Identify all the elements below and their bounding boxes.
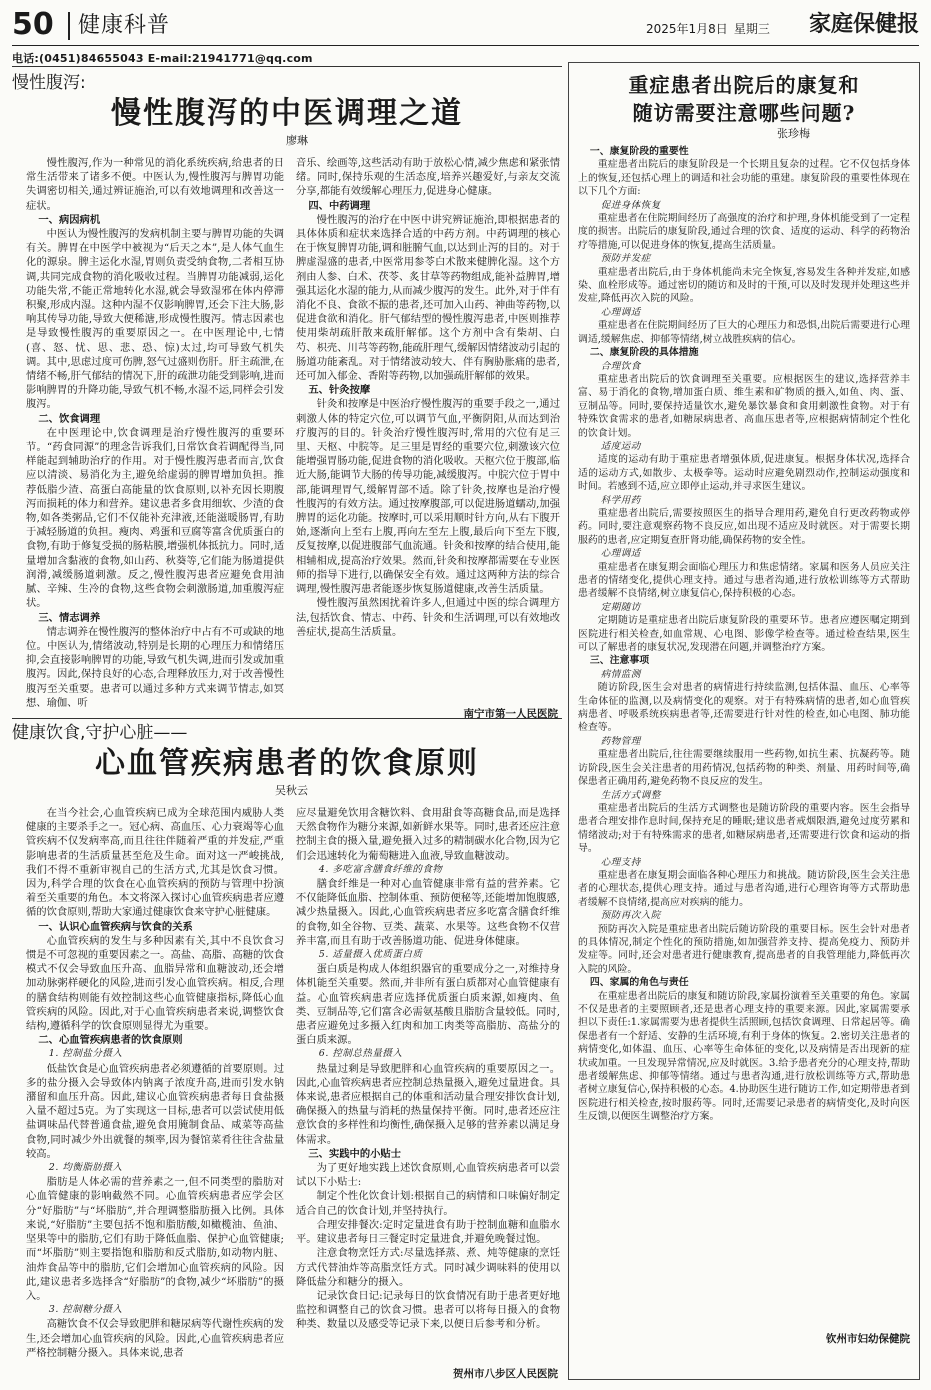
section-heading: 二、康复阶段的具体措施 — [589, 347, 699, 359]
article-author: 廖琳 — [286, 134, 308, 147]
paragraph: 膳食纤维是一种对心血管健康非常有益的营养素。它不仅能降低血脂、控制体重、预防便秘等,还能增加饱腹感,减少热量摄入。因此,心血管疾病患者应多吃富含膳食纤维的食物,如全谷物、豆类、蔬菜、水果等。这些食物不仅营养丰富,而且有助于改善肠道功能、促进身体健康。 — [296, 878, 560, 947]
paragraph: 预防再次入院是重症患者出院后随访阶段的重要目标。医生会针对患者的具体情况,制定个性化的预防措施,如加强营养支持、提高免疫力、预防并发症等。同时,还会对患者进行健康教育,提高患者的自我管理能力,降低再次入院的风险。 — [578, 923, 910, 975]
section-heading: 三、注意事项 — [589, 655, 650, 667]
subsection-heading: 心理调适 — [600, 548, 641, 560]
subsection-heading: 预防再次入院 — [600, 910, 661, 922]
article-columns — [12, 156, 562, 718]
article-author: 张珍梅 — [777, 127, 810, 140]
contact-line — [12, 50, 317, 66]
paragraph: 脂肪是人体必需的营养素之一,但不同类型的脂肪对心血管健康的影响截然不同。心血管疾病患者应学会区分“好脂肪”与“坏脂肪”,并合理调整脂肪摄入比例。具体来说,“好脂肪”主要包括不饱和脂肪酸,如橄榄油、鱼油、坚果等中的脂肪,它们有助于降低血脂、保护心血管健康;而“坏脂肪”则主要指饱和脂肪和反式脂肪,如动物内脏、油炸食品等中的脂肪,它们会增加心血管疾病的风险。因此,建议患者多选择含“好脂肪”的食物,减少“坏脂肪”的摄入。 — [26, 1176, 284, 1302]
paragraph: 重症患者出院后的饮食调理至关重要。应根据医生的建议,选择营养丰富、易于消化的食物,增加蛋白质、维生素和矿物质的摄入,如鱼、肉、蛋、豆制品等。同时,要保持适量饮水,避免暴饮暴食和食用刺激性食物。对于有特殊饮食需求的患者,如糖尿病患者、高血压患者等,应根据病情制定个性化的饮食计划。 — [578, 373, 910, 439]
paragraph: 随访阶段,医生会对患者的病情进行持续监测,包括体温、血压、心率等生命体征的监测,以及病情变化的观察。对于有特殊病情的患者,如心血管疾病患者、呼吸系统疾病患者等,还需要进行针对性的检查,如心电图、肺功能检查等。 — [578, 682, 910, 734]
subsection-heading: 科学用药 — [600, 494, 641, 506]
paragraph: 重症患者出院后,需要按照医生的指导合理用药,避免自行更改药物或停药。同时,要注意观察药物不良反应,如出现不适应及时就医。对于需要长期服药的患者,应定期复查肝肾功能,确保药物的安全性。 — [578, 507, 910, 546]
paragraph: 热量过剩是导致肥胖和心血管疾病的重要原因之一。因此,心血管疾病患者应控制总热量摄入,避免过量进食。具体来说,患者应根据自己的体重和活动量合理安排饮食计划,确保摄入的热量与消耗的热量保持平衡。同时,患者还应注意饮食的多样性和均衡性,确保摄入足够的营养素以满足身体需求。 — [296, 1062, 560, 1146]
paragraph: 心血管疾病的发生与多种因素有关,其中不良饮食习惯是不可忽视的重要因素之一。高盐、高脂、高糖的饮食模式不仅会导致血压升高、血脂异常和血糖波动,还会增加动脉粥样硬化的风险,进而引发心血管疾病。相反,合理的膳食结构则能有效控制这些心血管健康指标,降低心血管疾病的风险。因此,对于心血管疾病患者来说,调整饮食结构,遵循科学的饮食原则显得尤为重要。 — [26, 934, 284, 1033]
subsection-heading: 心理调适 — [600, 306, 641, 318]
subsection-heading: 药物管理 — [600, 735, 641, 747]
article-icu-rehab — [568, 62, 920, 1380]
paragraph: 重症患者在康复期会面临各种心理压力和挑战。随访阶段,医生会关注患者的心理状态,提供心理支持。通过与患者沟通,进行心理咨询等方式帮助患者缓解不良情绪,提高应对疾病的能力。 — [578, 869, 910, 908]
subsection-heading: 1. 控制盐分摄入 — [48, 1048, 123, 1060]
paragraph: 重症患者出院后,往往需要继续服用一些药物,如抗生素、抗凝药等。随访阶段,医生会关注患者的用药情况,包括药物的种类、剂量、用药时间等,确保患者正确用药,避免药物不良反应的发生。 — [578, 749, 910, 788]
subsection-heading: 适度运动 — [600, 440, 641, 452]
contact-phone: 电话:(0451)84655043 — [12, 52, 144, 65]
subsection-heading: 合理饮食 — [600, 360, 641, 372]
paragraph: 重症患者在康复期会面临心理压力和焦虑情绪。家属和医务人员应关注患者的情绪变化,提供心理支持。通过与患者沟通,进行放松训练等方式帮助患者缓解不良情绪,树立康复信心,保持积极的心态。 — [578, 561, 910, 600]
section-heading: 四、中药调理 — [308, 199, 371, 212]
paragraph: 重症患者在住院期间经历了高强度的治疗和护理,身体机能受到了一定程度的损害。出院后的康复阶段,通过合理的饮食、适度的运动、科学的药物治疗等措施,可以促进身体的恢复,提高生活质量。 — [578, 213, 910, 251]
paragraph: 蛋白质是构成人体组织器官的重要成分之一,对维持身体机能至关重要。然而,并非所有蛋白质都对心血管健康有益。心血管疾病患者应选择优质蛋白质来源,如瘦肉、鱼类、豆制品等,它们富含必需氨基酸且脂肪含量较低。同时,患者应避免过多摄入红肉和加工肉类等高脂肪、高盐分的蛋白质来源。 — [296, 963, 560, 1047]
paragraph: 重症患者在住院期间经历了巨大的心理压力和恐惧,出院后需要进行心理调适,缓解焦虑、抑郁等情绪,树立战胜疾病的信心。 — [578, 320, 910, 345]
article-column-2 — [296, 156, 560, 708]
newspaper-name: 家庭保健报 — [808, 11, 919, 37]
section-heading: 一、病因病机 — [38, 213, 101, 226]
paragraph: 应尽量避免饮用含糖饮料、食用甜食等高糖食品,而是选择天然食物作为糖分来源,如新鲜水果等。同时,患者还应注意控制主食的摄入量,避免摄入过多的精制碳水化合物,因为它们会迅速转化为葡萄糖进入血液,导致血糖波动。 — [296, 807, 560, 862]
paragraph: 慢性腹泻,作为一种常见的消化系统疾病,给患者的日常生活带来了诸多不便。中医认为,慢性腹泻与脾胃功能失调密切相关,通过辨证施治,可以有效地调理和改善这一症状。 — [26, 157, 284, 212]
article-column-1 — [26, 806, 284, 1382]
section-heading: 三、实践中的小贴士 — [308, 1147, 402, 1160]
paragraph: 在重症患者出院后的康复和随访阶段,家属扮演着至关重要的角色。家属不仅是患者的主要照顾者,还是患者心理支持的重要来源。因此,家属需要承担以下责任:1.家属需要为患者提供生活照顾,包括饮食调理、日常起居等。确保患者有一个舒适、安静的生活环境,有利于身体的恢复。2.密切关注患者的病情变化,如体温、血压、心率等生命体征的变化,以及病情是否出现新的症状或加重。一旦发现异常情况,应及时就医。3.给予患者充分的心理支持,帮助患者缓解焦虑、抑郁等情绪。通过与患者沟通,进行放松训练等方式,帮助患者树立康复信心,保持积极的心态。4.协助医生进行随访工作,如定期带患者到医院进行相关检查,按时服药等。同时,还需要记录患者的病情变化,及时向医生反馈,以便医生调整治疗方案。 — [578, 990, 910, 1123]
subsection-heading: 病情监测 — [600, 668, 641, 680]
article-headline: 心血管疾病患者的饮食原则 — [95, 746, 479, 781]
article-author: 吴秋云 — [275, 784, 308, 797]
article-body — [578, 145, 910, 1331]
paragraph: 针灸和按摩是中医治疗慢性腹泻的重要手段之一,通过刺激人体的特定穴位,可以调节气血,平衡阴阳,从而达到治疗腹泻的目的。针灸治疗慢性腹泻时,常用的穴位有足三里、天枢、中脘等。足三里是胃经的重要穴位,刺激该穴位能增强胃肠功能,促进食物的消化吸收。天枢穴位于腹部,临近大肠,能调节大肠的传导功能,减缓腹泻。中脘穴位于胃中部,能调理胃气,缓解胃部不适。除了针灸,按摩也是治疗慢性腹泻的有效方法。通过按摩腹部,可以促进肠道蠕动,加强脾胃的运化功能。按摩时,可以采用顺时针方向,从右下腹开始,逐渐向上至右上腹,再向左至左上腹,最后向下至左下腹,反复按摩,以促进腹部气血流通。针灸和按摩的结合使用,能相辅相成,提高治疗效果。然而,针灸和按摩都需要在专业医师的指导下进行,以确保安全有效。通过这两种方法的综合调理,慢性腹泻患者能逐步恢复肠道健康,改善生活质量。 — [296, 398, 560, 596]
section-heading: 三、情志调养 — [38, 611, 101, 624]
contact-rule — [12, 66, 562, 67]
paragraph: 合理安排餐次:定时定量进食有助于控制血糖和血脂水平。建议患者每日三餐定时定量进食,并避免晚餐过饱。 — [296, 1218, 560, 1246]
section-heading: 一、认识心血管疾病与饮食的关系 — [38, 920, 193, 933]
subsection-heading: 4. 多吃富含膳食纤维的食物 — [318, 863, 443, 875]
paragraph: 为了更好地实践上述饮食原则,心血管疾病患者可以尝试以下小贴士: — [296, 1162, 560, 1189]
article-headline-line-1: 重症患者出院后的康复和 — [628, 73, 860, 97]
issue-date: 2025年1月8日 — [646, 22, 728, 36]
article-column-2 — [296, 806, 560, 1366]
subsection-heading: 5. 适量摄入优质蛋白质 — [318, 949, 423, 961]
article-column-1 — [26, 156, 284, 718]
subsection-heading: 3. 控制糖分摄入 — [48, 1304, 123, 1316]
paragraph: 定期随访是重症患者出院后康复阶段的重要环节。患者应遵医嘱定期到医院进行相关检查,如血常规、心电图、影像学检查等。通过检查结果,医生可以了解患者的康复状况,发现潜在问题,并调整治疗方案。 — [578, 615, 910, 654]
article-columns — [12, 806, 562, 1382]
paragraph: 适度的运动有助于重症患者增强体质,促进康复。根据身体状况,选择合适的运动方式,如散步、太极拳等。运动时应避免剧烈动作,控制运动强度和时间。若感到不适,应立即停止运动,并寻求医生建议。 — [578, 454, 910, 493]
paragraph: 中医认为慢性腹泻的发病机制主要与脾胃功能的失调有关。脾胃在中医学中被视为“后天之本”,是人体气血生化的源泉。脾主运化水湿,胃则负责受纳食物,二者相互协调,共同完成食物的消化吸收过程。当脾胃功能减弱,运化功能失常,不能正常地转化水湿,就会导致湿邪在体内停滞积聚,形成内湿。这种内湿不仅影响脾胃,还会下注大肠,影响其传导功能,导致大便稀溏,形成慢性腹泻。情志因素也是导致慢性腹泻的重要原因之一。在中医理论中,七情(喜、怒、忧、思、悲、恐、惊)太过,均可导致气机失调。其中,思虑过度可伤脾,怒气过盛则伤肝。肝主疏泄,在情绪不畅,肝气郁结的情况下,肝的疏泄功能受到影响,进而影响脾胃的升降功能,导致气机不畅,水湿不运,同样会引发腹泻。 — [26, 228, 284, 411]
subsection-heading: 2. 均衡脂肪摄入 — [48, 1162, 123, 1174]
section-heading: 五、针灸按摩 — [308, 384, 371, 397]
issue-weekday: 星期三 — [733, 22, 770, 36]
paragraph: 慢性腹泻虽然困扰着许多人,但通过中医的综合调理方法,包括饮食、情志、中药、针灸和生活调理,可以有效地改善症状,提高生活质量。 — [296, 597, 560, 638]
subsection-heading: 生活方式调整 — [600, 789, 661, 801]
article-source: 南宁市第一人民医院 — [463, 708, 558, 718]
article-kicker: 慢性腹泻: — [12, 73, 86, 93]
subsection-heading: 定期随访 — [600, 601, 641, 613]
page-number: 50 — [12, 7, 54, 42]
article-kicker: 健康饮食,守护心脏—— — [12, 723, 188, 743]
section-heading: 四、家属的角色与责任 — [589, 977, 689, 989]
paragraph: 情志调养在慢性腹泻的整体治疗中占有不可或缺的地位。中医认为,情绪波动,特别是长期的心理压力和情绪压抑,会直接影响脾胃的功能,导致气机失调,进而引发或加重腹泻。因此,保持良好的心态,合理释放压力,对于改善慢性腹泻至关重要。患者可以通过多种方式来调节情志,如冥想、瑜伽、听 — [26, 625, 284, 709]
masthead — [12, 6, 919, 46]
paragraph: 制定个性化饮食计划:根据自己的病情和口味偏好制定适合自己的饮食计划,并坚持执行。 — [296, 1190, 560, 1217]
paragraph: 在中医理论中,饮食调理是治疗慢性腹泻的重要环节。“药食同源”的理念告诉我们,日常饮食若调配得当,同样能起到辅助治疗的作用。对于慢性腹泻患者而言,饮食应以清淡、易消化为主,避免给虚弱的脾胃增加负担。推荐低脂少渣、高蛋白高能量的饮食原则,以补充因长期腹泻而损耗的体力和营养。建议患者多食用细软、少渣的食物,如各类粥品,它们不仅能补充津液,还能滋暖肠胃,有助于减轻肠道的负担。瘦肉、鸡蛋和豆腐等富含优质蛋白的食物,有助于修复受损的肠粘膜,增强机体抵抗力。同时,适量增加含黏液的食物,如山药、秋葵等,它们能为肠道提供润滑,减缓肠道刺激。反之,慢性腹泻患者应避免食用油腻、辛辣、生冷的食物,这些食物会刺激肠道,加重腹泻症状。 — [26, 426, 284, 610]
paragraph: 低盐饮食是心血管疾病患者必须遵循的首要原则。过多的盐分摄入会导致体内钠离子浓度升高,进而引发水钠潴留和血压升高。因此,建议心血管疾病患者每日食盐摄入量不超过5克。为了实现这一目标,患者可以尝试使用低盐调味品代替普通食盐,避免食用腌制食品、咸菜等高盐食物,同时减少外出就餐的频率,因为餐馆菜肴往往含盐量较高。 — [26, 1062, 284, 1160]
article-cardio-diet — [12, 722, 562, 1382]
paragraph: 重症患者出院后的康复阶段是一个长期且复杂的过程。它不仅包括身体上的恢复,还包括心理上的调适和社会功能的重建。康复阶段的重要性体现在以下几个方面: — [578, 159, 910, 198]
masthead-divider — [68, 12, 70, 40]
subsection-heading: 6. 控制总热量摄入 — [318, 1048, 403, 1060]
article-chronic-diarrhea — [12, 72, 562, 718]
subsection-heading: 预防并发症 — [600, 253, 651, 265]
paragraph: 记录饮食日记:记录每日的饮食情况有助于患者更好地监控和调整自己的饮食习惯。患者可以将每日摄入的食物种类、数量以及感受等记录下来,以便日后参考和分析。 — [296, 1289, 560, 1331]
section-heading: 一、康复阶段的重要性 — [589, 146, 689, 157]
subsection-heading: 促进身体恢复 — [600, 199, 661, 211]
paragraph: 音乐、绘画等,这些活动有助于放松心情,减少焦虑和紧张情绪。同时,保持乐观的生活态度,培养兴趣爱好,与亲友交流分享,都能有效缓解心理压力,促进身心健康。 — [296, 157, 560, 198]
paragraph: 在当今社会,心血管疾病已成为全球范围内威胁人类健康的主要杀手之一。冠心病、高血压、心力衰竭等心血管疾病不仅发病率高,而且往往伴随着严重的并发症,严重影响患者的生活质量甚至危及生命。面对这一严峻挑战,我们不得不重新审视自己的生活方式,尤其是饮食习惯。因为,科学合理的饮食在心血管疾病的预防与管理中扮演着至关重要的角色。本文将深入探讨心血管疾病患者应遵循的饮食原则,帮助大家通过健康饮食来守护心脏健康。 — [26, 807, 284, 919]
article-headline: 慢性腹泻的中医调理之道 — [111, 96, 463, 131]
dateline — [646, 20, 776, 37]
paragraph: 高糖饮食不仅会导致肥胖和糖尿病等代谢性疾病的发生,还会增加心血管疾病的风险。因此,心血管疾病患者应严格控制糖分摄入。具体来说,患者 — [26, 1318, 284, 1359]
section-title: 健康科普 — [78, 13, 171, 38]
paragraph: 慢性腹泻的治疗在中医中讲究辨证施治,即根据患者的具体体质和症状来选择合适的中药方剂。中药调理的核心在于恢复脾胃功能,调和脏腑气血,以达到止泻的目的。对于脾虚湿盛的患者,中医常用参苓白术散来健脾化湿。这个方剂由人参、白术、茯苓、炙甘草等药物组成,能补益脾胃,增强其运化水湿的能力,从而减少腹泻的发生。此外,对于伴有消化不良、食欲不振的患者,还可加入山药、神曲等药物,以促进食欲和消化。肝气郁结型的慢性腹泻患者,中医则推荐使用柴胡疏肝散来疏肝解郁。这个方剂中含有柴胡、白芍、枳壳、川芎等药物,能疏肝理气,缓解因情绪波动引起的肠道功能紊乱。对于情绪波动较大、伴有胸胁胀痛的患者,还可加入郁金、香附等药物,以加强疏肝解郁的效果。 — [296, 213, 560, 383]
article-source: 钦州市妇幼保健院 — [826, 1333, 910, 1345]
article-source: 贺州市八步区人民医院 — [453, 1368, 558, 1380]
paragraph: 注意食物烹饪方式:尽量选择蒸、煮、炖等健康的烹饪方式代替油炸等高脂烹饪方式。同时减少调味料的使用以降低盐分和糖分的摄入。 — [296, 1247, 560, 1288]
section-heading: 二、心血管疾病患者的饮食原则 — [38, 1034, 183, 1047]
section-heading: 二、饮食调理 — [38, 412, 101, 425]
contact-email: E-mail:21941771@qq.com — [147, 52, 313, 65]
subsection-heading: 心理支持 — [600, 856, 641, 868]
paragraph: 重症患者出院后,由于身体机能尚未完全恢复,容易发生各种并发症,如感染、血栓形成等。通过密切的随访和及时的干预,可以及时发现并处理这些并发症,降低再次入院的风险。 — [578, 266, 910, 305]
paragraph: 重症患者出院后的生活方式调整也是随访阶段的重要内容。医生会指导患者合理安排作息时间,保持充足的睡眠;建议患者戒烟限酒,避免过度劳累和情绪波动;对于有特殊需求的患者,如糖尿病患者,还需要进行饮食和运动的指导。 — [578, 802, 910, 855]
article-divider — [12, 718, 562, 719]
article-headline-line-2: 随访需要注意哪些问题? — [632, 101, 856, 125]
